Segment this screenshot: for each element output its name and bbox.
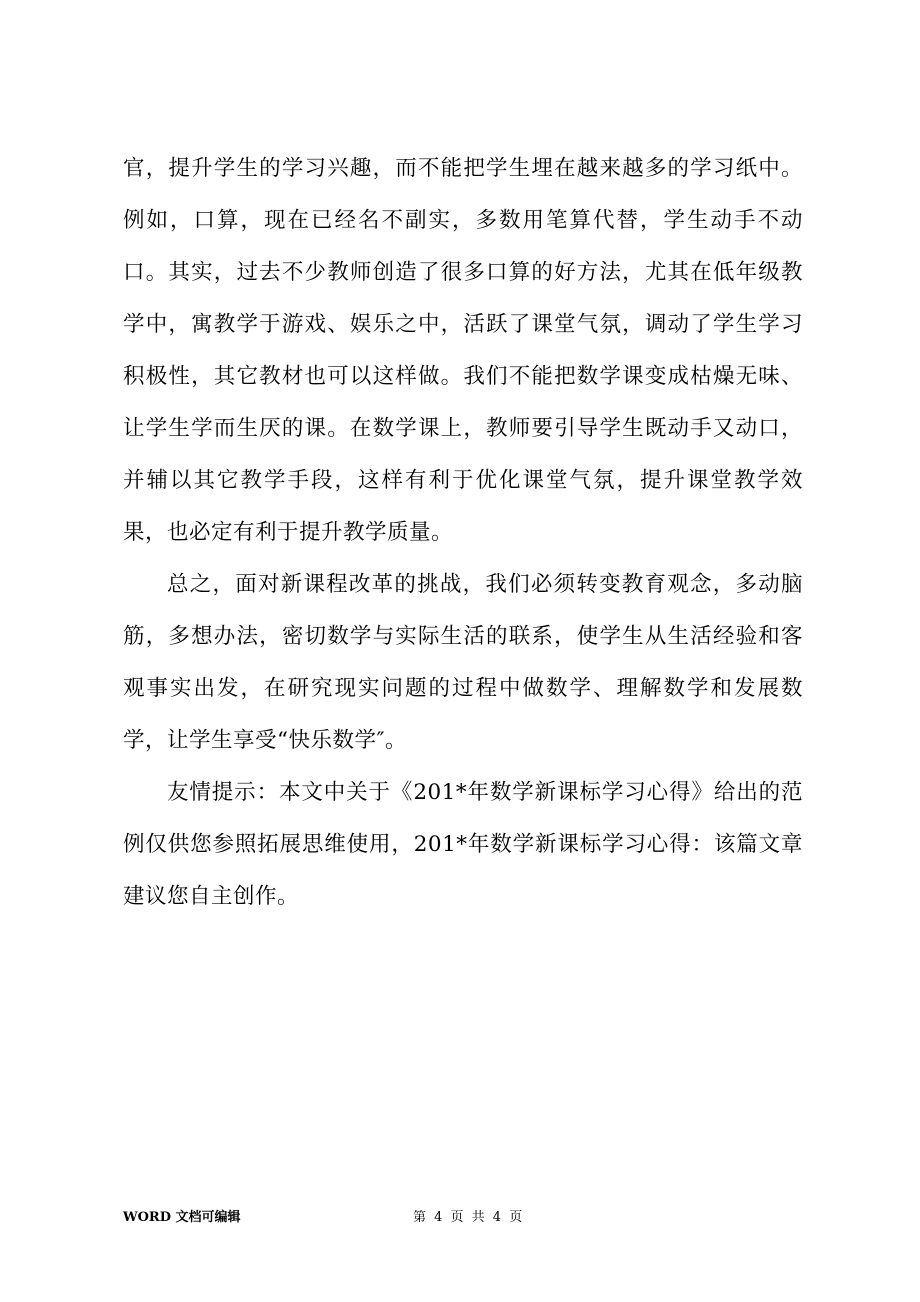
page-number: 第 4 页 共 4 页 [413,1210,525,1225]
page-footer [123,1206,803,1226]
document-body [123,143,803,923]
paragraph-friendly-tip: 友情提示：本文中关于《201*年数学新课标学习心得》给出的范例仅供您参照拓展思维使用，201*年数学新课标学习心得：该篇文章建议您自主创作。 [123,780,803,909]
footer-editable-label: WORD 文档可编辑 [123,1210,241,1225]
paragraph-conclusion: 总之，面对新课程改革的挑战，我们必须转变教育观念，多动脑筋，多想办法，密切数学与实际生活的联系，使学生从生活经验和客观事实出发，在研究现实问题的过程中做数学、理解数学和发展数学，让学生享受“快乐数学″。 [123,572,803,753]
paragraph-continuation: 官，提升学生的学习兴趣，而不能把学生埋在越来越多的学习纸中。例如，口算，现在已经名不副实，多数用笔算代替，学生动手不动口。其实，过去不少教师创造了很多口算的好方法，尤其在低年级教学中，寓教学于游戏、娱乐之中，活跃了课堂气氛，调动了学生学习积极性，其它教材也可以这样做。我们不能把数学课变成枯燥无味、让学生学而生厌的课。在数学课上，教师要引导学生既动手又动口，并辅以其它教学手段，这样有利于优化课堂气氛，提升课堂教学效果，也必定有利于提升教学质量。 [123,156,803,545]
